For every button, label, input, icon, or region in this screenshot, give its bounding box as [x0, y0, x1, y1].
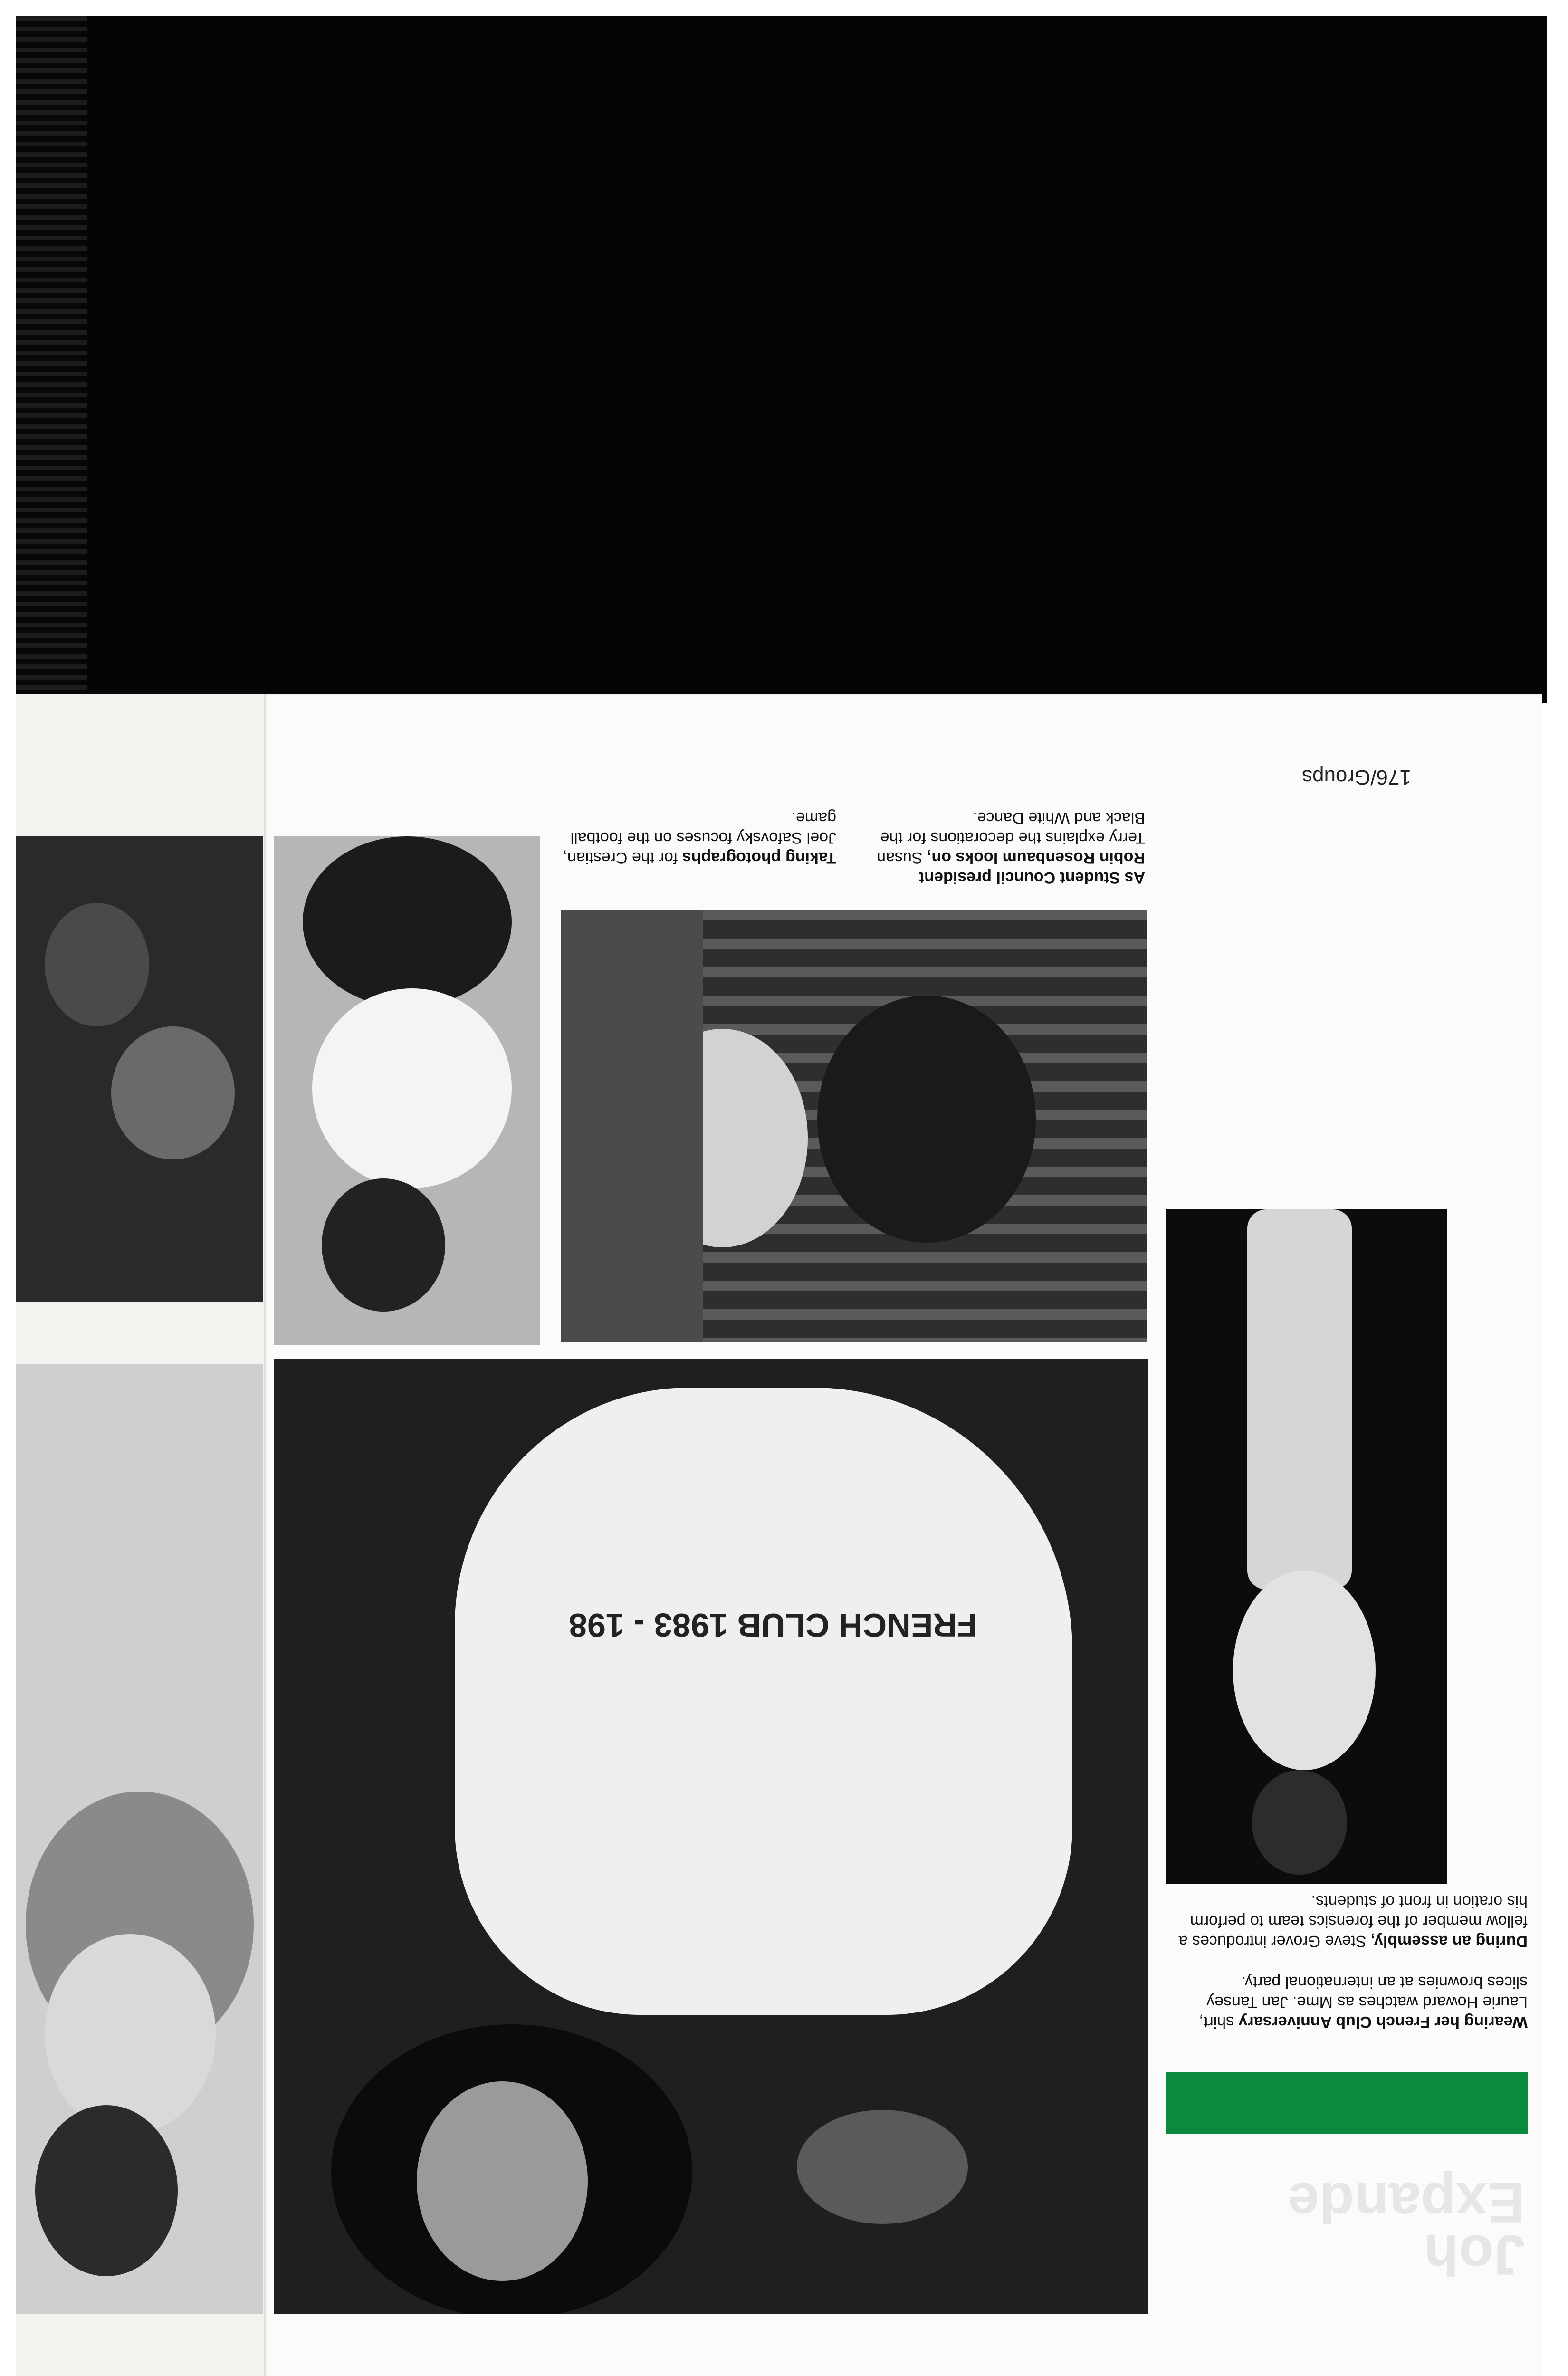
assembly-photo: [1166, 1209, 1447, 1884]
caption-photographs-lead: Taking photographs: [682, 849, 836, 867]
tshirt-print-text: FRENCH CLUB 1983 - 198: [569, 1607, 977, 1644]
caption-assembly: [1166, 1891, 1528, 1951]
scanner-edge-stripes: [16, 16, 87, 703]
caption-student-council-lead: As Student Council president Robin Rosenbaum looks on,: [918, 849, 1145, 887]
ghost-heading: Joh Expande: [1287, 2171, 1525, 2287]
page-folio: 176/Groups: [1302, 766, 1411, 789]
caption-assembly-lead: During an assembly,: [1370, 1932, 1528, 1950]
caption-french-club-lead: Wearing her French Club Anniversary: [1238, 2013, 1528, 2031]
caption-french-club-body: shirt, Laurie Howard watches as Mme. Jan Tansey slices brownies at an international party.: [1199, 1973, 1528, 2031]
accent-bar: [1166, 2072, 1528, 2134]
student-council-photo: [561, 910, 1147, 1342]
photographer-photo: [274, 836, 540, 1345]
caption-student-council-body: Susan Terry explains the decorations for the Black and White Dance.: [877, 809, 1145, 867]
caption-assembly-body: Steve Grover introduces a fellow member of the forensics team to perform his oration in front of students.: [1178, 1892, 1528, 1950]
caption-photographs: [561, 808, 836, 868]
french-club-photo: [274, 1359, 1148, 2314]
facing-page-photo-top: [16, 836, 263, 1302]
caption-photographs-body: for the Crestian, Joel Safovsky focuses on the football game.: [563, 809, 836, 867]
facing-page-photo-bottom: [16, 1364, 263, 2314]
scanner-background: [16, 16, 1547, 703]
caption-french-club: [1166, 1972, 1528, 2032]
caption-student-council: [870, 808, 1145, 888]
